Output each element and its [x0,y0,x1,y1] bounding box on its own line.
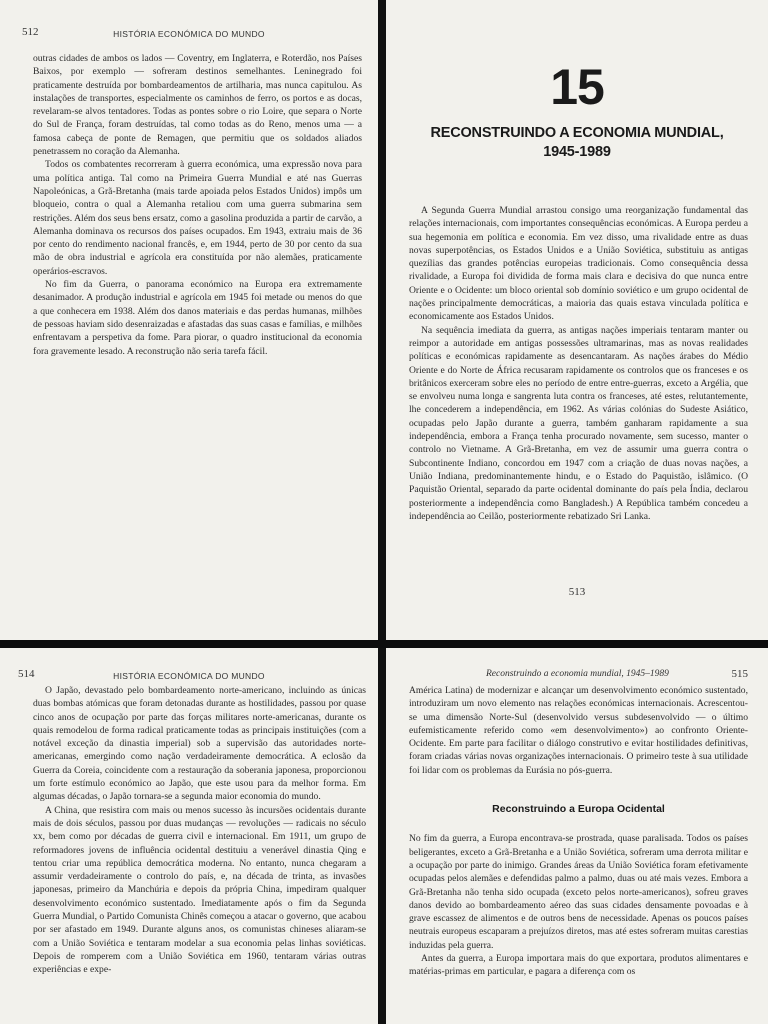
page-513 [386,0,768,640]
page-513-text [409,204,748,523]
chapter-title-line2: 1945-1989 [543,144,611,160]
page-number: 512 [22,26,39,38]
chapter-number: 15 [550,59,604,115]
paragraph: O Japão, devastado pelo bombardeamento norte-americano, incluindo as únicas duas bombas atómicas que foram detonadas durante as hostilidades, passou por quase cinco anos de ocupação por parte das forças militares norte-americanas, durante os quais remodelou de forma radical praticamente todas as principais instituições (com a notável exceção da dinastia imperial) sob a supervisão das autoridades norte-americanas, emergindo como nação verdadeiramente democrática. A eclosão da Guerra da Coreia, coincidente com a restauração da soberania japonesa, proporcionou um forte estímulo económico ao Japão, que este usou para da melhor forma. Em algumas décadas, o Japão tornara-se a segunda maior economia do mundo. [33,685,366,803]
page-number: 515 [731,668,748,680]
running-head: HISTÓRIA ECONÓMICA DO MUNDO [113,29,265,39]
page-number: 514 [18,668,35,680]
chapter-title [386,124,768,162]
paragraph: outras cidades de ambos os lados — Coventry, em Inglaterra, e Roterdão, nos Países Baixos, por exemplo — sofreram destinos semelhantes. Leninegrado foi praticamente destruída por bombardeamentos de artilharia, mas nunca capitulou. As instalações de transportes, especialmente os caminhos de ferro, os portos e as docas, revelaram-se alvos tentadores. Todas as pontes sobre o rio Loire, que separa o Norte do Sul de França, foram destruídas, tal como todas as do Reno, menos uma — a famosa cabeça de ponte de Remagen, que permitiu que os soldados aliados penetrassem no coração da Alemanha. [33,53,362,158]
book-gutter [378,0,386,640]
paragraph: No fim da guerra, a Europa encontrava-se prostrada, quase paralisada. Todos os países beligerantes, exceto a Grã-Bretanha e a União Soviética, sofreram uma derrota militar e a ocupação por parte do inimigo. Grandes áreas da União Soviética foram efetivamente ocupadas pelos alemães e defendidas palmo a palmo, duas ou até mais vezes. Embora a Grã-Bretanha não tenha sido ocupada (exceto pelos norte-americanos), sofreu graves danos devido ao bombardeamento aéreo das suas cidades densamente povoadas e à grave escassez de alimentos e de outros bens de necessidade. Apenas os poucos países neutrais europeus escaparam a prejuízos diretos, mas até estes sofreram muitas carestias induzidas pela guerra. [409,833,748,951]
page-number: 513 [568,586,586,598]
paragraph: América Latina) de modernizar e alcançar um desenvolvimento económico sustentado, introduziram um novo elemento nas relações económicas internacionais. Acrescentou-se uma dimensão Norte-Sul (desenvolvido versus subdesenvolvido — o último eufemisticamente referido como «em desenvolvimento») ao confronto Oriente-Ocidente. Em parte para facilitar o diálogo construtivo e evitar hostilidades definitivas, foram criadas várias novas organizações internacionais. O primeiro teste à sua utilidade foi lidar com os problemas da Eurásia no pós-guerra. [409,685,748,776]
page-514 [0,648,378,1024]
chapter-title-line1: RECONSTRUINDO A ECONOMIA MUNDIAL, [430,125,724,141]
paragraph: A China, que resistira com mais ou menos sucesso às incursões ocidentais durante mais de dois séculos, passou por duas mudanças — revoluções — radicais no século xx, bem como por décadas de guerra civil e internacional. Em 1911, um grupo de reformadores jovens de influência ocidental destituiu a venerável dinastia Qing e tentou criar uma república democrática moderna. No entanto, nunca chegaram a assumir verdadeiramente o controlo do país, e, na década de trinta, as invasões japonesas, primeiro da Manchúria e depois da própria China, impediram qualquer desenvolvimento económico sustentado. Imediatamente após o fim da Segunda Guerra Mundial, o Partido Comunista Chinês começou a atacar o governo, que acabou por ser afastado em 1949. Durante alguns anos, os comunistas chineses aliaram-se com a União Soviética e tentaram modelar a sua economia pelas linhas soviéticas. Depois de romperem com a União Soviética em 1960, tentaram várias outras experiências e expe- [33,804,366,976]
running-head: HISTÓRIA ECONÓMICA DO MUNDO [113,671,265,681]
page-512 [0,0,378,640]
page-515 [386,648,768,1024]
paragraph: Antes da guerra, a Europa importara mais do que exportara, produtos alimentares e matérias-primas em particular, e pagara a diferença com os [409,953,748,978]
page-515-text [409,684,748,979]
paragraph: Todos os combatentes recorreram à guerra económica, uma expressão nova para uma política antiga. Tal como na Primeira Guerra Mundial e até nas Guerras Napoleónicas, a Grã-Bretanha (mais tarde apoiada pelos Estados Unidos) impôs um bloqueio, contra o qual a Alemanha retaliou com uma guerra submarina sem restrições. Além dos seus bens ersatz, como a gasolina produzida a partir de carvão, a Alemanha dominava os recursos dos países ocupados. Em 1943, extraiu mais de 36 por cento do rendimento nacional francês, e, em 1944, perto de 30 por cento da sua mão de obra industrial e agrícola era constituída por não alemães, praticamente operários-escravos. [33,159,362,277]
paragraph: No fim da Guerra, o panorama económico na Europa era extremamente desanimador. A produção industrial e agrícola em 1945 foi metade ou menos do que a que conhecera em 1938. Além dos danos materiais e das perdas humanas, milhões de pessoas haviam sido desenraizadas e afastadas das suas casas e famílias, e milhões enfrentavam a perspetiva da fome. Para piorar, o quadro institucional da economia fora gravemente lesado. A reconstrução não seria tarefa fácil. [33,279,362,357]
running-head: Reconstruindo a economia mundial, 1945–1989 [486,669,669,679]
paragraph: Na sequência imediata da guerra, as antigas nações imperiais tentaram manter ou reimpor a autoridade em antigas possessões ultramarinas, mas as novas realidades políticas e económicas rapidamente as desencantaram. As nações árabes do Médio Oriente e do Norte de África recusaram rapidamente os controlos que os franceses e os britânicos exerceram sobre eles no período de entre entre-guerras, exceto a Argélia, que se envolveu numa longa e sangrenta luta contra os franceses, até estes, relutantemente, lhe concederem a independência, em 1962. As várias colónias do Sudeste Asiático, ocupadas pelo Japão durante a guerra, também ganharam rapidamente a sua independência, embora a França tenha procurado novamente, sem sucesso, manter o controlo no Vietname. A Grã-Bretanha, em vez de assumir uma guerra contra o Subcontinente Indiano, concordou em 1947 com a criação de duas novas nações, a União Indiana, predominantemente hindu, e o Estado do Paquistão, islâmico. (O Paquistão Oriental, separado da parte ocidental dominante do país pela Índia, declarou posteriormente a independência como Bangladesh.) A República também concedeu a independência ao Ceilão, posteriormente rebatizado Sri Lanka. [409,324,748,522]
paragraph: A Segunda Guerra Mundial arrastou consigo uma reorganização fundamental das relações internacionais, com importantes consequências económicas. A Europa perdeu a sua hegemonia em política e economia. Em vez disso, uma rivalidade entre as duas novas superpotências, os Estados Unidos e a União Soviética, substituiu as antigas quezílias das grandes potências europeias tradicionais. Como consequência dessa rivalidade, a Europa foi dividida de forma mais clara e decisiva do que nunca entre Oriente e o Ocidente: um bloco oriental sob domínio soviético e um grupo ocidental de nações principalmente democráticas, a maioria das quais estava vinculada política e economicamente aos Estados Unidos. [409,205,748,323]
scan-divider [0,640,768,648]
section-title: Reconstruindo a Europa Ocidental [492,803,665,816]
page-512-text [33,52,362,358]
page-514-text [33,684,366,977]
book-gutter [378,648,386,1024]
